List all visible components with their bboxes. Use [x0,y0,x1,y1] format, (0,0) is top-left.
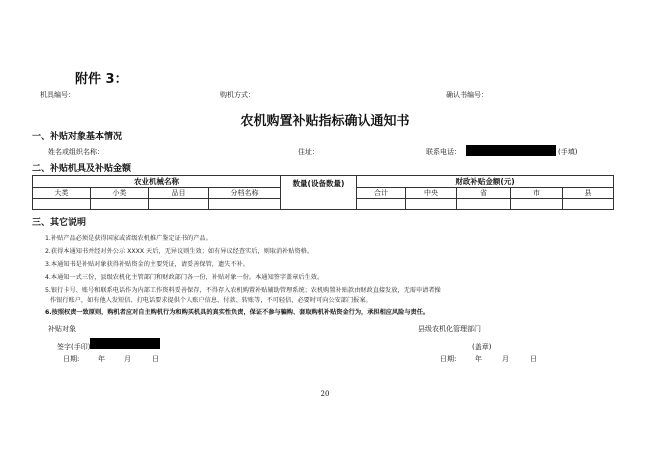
table-cell[interactable] [33,199,91,210]
col-minor-category: 小类 [91,188,149,199]
machine-no-label: 机具编号： [40,91,75,99]
date-label-right: 日期: [440,355,457,363]
sign-label: 签字(手印) [57,343,91,351]
note-4: 4.本通知一式三份，县级农机化主管部门和财政部门各一份，补贴对象一份。本通知签字盖章后生效。 [45,274,324,281]
year-left: 年 [98,355,105,363]
col-city: 市 [511,188,563,199]
col-item: 品目 [149,188,209,199]
note-5: 5.银行卡号、账号和联系电话作为内部工作资料妥善保存，不得存入农机购置补贴辅助管理系统；农机购置补贴款由财政直接发放，无需申请者操 [45,287,441,294]
month-left: 月 [124,355,131,363]
table-cell[interactable] [209,199,281,210]
date-label-left: 日期: [63,355,80,363]
col-province: 省 [457,188,511,199]
machine-name-header: 农业机械名称 [33,176,281,188]
county-dept-label: 县级农机化管理部门 [418,325,481,333]
month-right: 月 [502,355,509,363]
section3-heading: 三、其它说明 [32,218,87,228]
day-left: 日 [152,355,159,363]
section1-heading: 一、补贴对象基本情况 [32,132,123,142]
attachment-label: 附件 3： [75,72,128,87]
col-grade-name: 分档名称 [209,188,281,199]
cert-no-label: 确认书编号： [446,91,488,99]
note-3: 3.本通知书是补贴对象获得补贴资金的主要凭证，请妥善保管，遗失不补。 [45,261,249,268]
page-number: 20 [320,390,330,398]
quantity-header: 数量(设备数量) [281,176,357,210]
address-label: 住址： [298,148,319,156]
seal-label: (盖章) [472,343,492,351]
redacted-signature [90,338,160,349]
purchase-method-label: 购机方式： [220,91,255,99]
year-right: 年 [475,355,482,363]
day-right: 日 [530,355,537,363]
col-total: 合计 [357,188,406,199]
table-cell[interactable] [457,199,511,210]
col-major-category: 大类 [33,188,91,199]
subsidy-target-label: 补贴对象 [48,325,76,333]
redacted-phone [466,145,556,156]
table-cell[interactable] [511,199,563,210]
subsidy-amount-header: 财政补贴金额(元) [357,176,614,188]
table-header-row [33,176,614,188]
document-title: 农机购置补贴指标确认通知书 [240,114,410,129]
table-cell[interactable] [91,199,149,210]
col-central: 中央 [406,188,457,199]
section2-heading: 二、补贴机具及补贴金额 [32,164,132,174]
note-6: 6.按照权责一致原则，购机者应对自主购机行为和购买机具的真实性负责，保证不参与骗购、套取购机补贴资金行为，承担相应风险与责任。 [45,309,430,316]
col-county: 县 [563,188,614,199]
note-1: 1.补贴产品必须是获得国家或省级农机推广鉴定证书的产品。 [45,235,212,242]
table-cell[interactable] [149,199,209,210]
phone-label: 联系电话： [426,148,461,156]
table-cell[interactable] [357,199,406,210]
name-label: 姓名或组织名称： [48,148,104,156]
table-cell[interactable] [406,199,457,210]
note-5-cont: 作银行账户，如有他人发短信、打电话要求提供个人账户信息、付款、转账等，不可轻信，必要时可向公安部门报案。 [50,297,372,304]
note-2: 2.获得本通知书并经对外公示 XXXX 天后，无异议则生效；如有异议经查实后，则取消补贴资格。 [45,248,314,255]
table-cell[interactable] [563,199,614,210]
subsidy-table [32,175,614,210]
phone-suffix: (手填) [558,148,578,156]
